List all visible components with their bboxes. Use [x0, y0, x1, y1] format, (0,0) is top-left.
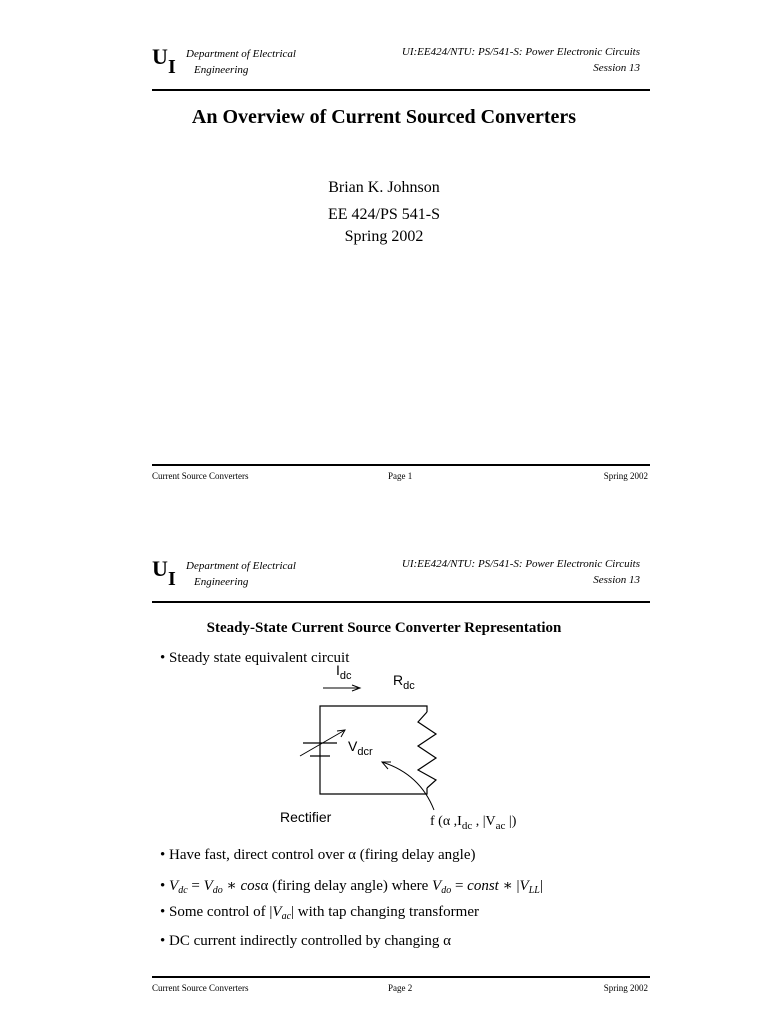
function-pointer: [382, 762, 434, 810]
session-line: Session 13: [593, 62, 640, 74]
bullet-text: DC current indirectly controlled by changing α: [169, 933, 451, 949]
logo-u: U: [152, 556, 168, 581]
footer-page: Page 1: [388, 471, 413, 481]
term: Spring 2002: [344, 228, 424, 245]
bullet-text: Have fast, direct control over α (firing delay angle): [169, 847, 476, 863]
footer-right: Spring 2002: [603, 471, 648, 481]
footer-left: Current Source Converters: [152, 471, 249, 481]
bullet-text: Some control of $|V_{ac}|$ with tap changing transformer: [169, 904, 479, 922]
resistor-rdc: [418, 712, 436, 788]
course-line: UI:EE424/NTU: PS/541-S: Power Electronic Circuits: [401, 558, 640, 570]
slide-heading: Steady-State Current Source Converter Representation: [206, 620, 562, 636]
bullet-dot: •: [160, 847, 166, 863]
course-line: UI:EE424/NTU: PS/541-S: Power Electronic Circuits: [401, 46, 640, 58]
author: Brian K. Johnson: [328, 179, 440, 196]
dept-line-1: Department of Electrical: [186, 48, 296, 60]
dept-line-2: Engineering: [194, 576, 249, 588]
bullet-text: Steady state equivalent circuit: [169, 650, 350, 666]
bullet-dot: •: [160, 878, 166, 894]
header-rule: [152, 89, 650, 91]
footer-page: Page 2: [388, 983, 413, 993]
circuit-loop: [320, 706, 427, 794]
bullet-item: [160, 847, 476, 864]
footer-left: Current Source Converters: [152, 983, 249, 993]
dept-line-1: Department of Electrical: [186, 560, 296, 572]
bullet-dot: •: [160, 650, 166, 666]
vdcr-label: $V_{dcr}$: [348, 738, 373, 758]
logo-u: U: [152, 44, 168, 69]
bullet-item: [160, 876, 543, 895]
bullet-text-equation: $V_{dc} = V_{do}$ ∗ cosα (firing delay angle) where $V_{do}$ = const ∗ $|V_{LL}|$: [169, 878, 543, 896]
slide-title: An Overview of Current Sourced Converters: [191, 106, 577, 128]
session-line: Session 13: [593, 574, 640, 586]
function-label: f (α $,I_{dc}$ , $|V_{ac}$ |): [430, 814, 517, 832]
course-number: EE 424/PS 541-S: [327, 206, 440, 223]
bullet-item: [160, 933, 451, 950]
logo-i: I: [168, 56, 176, 78]
footer-rule: [152, 464, 650, 466]
bullet-dot: •: [160, 933, 166, 949]
footer-rule: [152, 976, 650, 978]
bullet-dot: •: [160, 904, 166, 920]
rdc-label: $R_{dc}$: [393, 672, 415, 692]
footer-right: Spring 2002: [603, 983, 648, 993]
slide-2: [0, 512, 768, 1024]
dept-line-2: Engineering: [194, 64, 249, 76]
bullet-item: [160, 904, 479, 921]
idc-label: $I_{dc}$: [336, 662, 352, 682]
rectifier-label: Rectifier: [280, 809, 332, 825]
logo-i: I: [168, 568, 176, 590]
